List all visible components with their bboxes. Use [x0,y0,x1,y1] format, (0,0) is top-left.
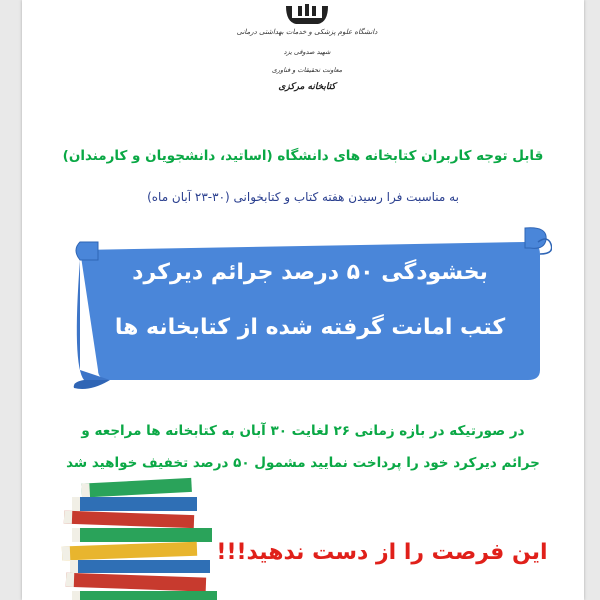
university-name: دانشگاه علوم پزشکی و خدمات بهداشتی درمانی [236,28,378,36]
university-logo-block [227,4,387,104]
university-city: شهید صدوقی یزد [283,48,331,56]
details-line-1: در صورتیکه در بازه زمانی ۲۶ لغایت ۳۰ آبان به کتابخانه ها مراجعه و [81,423,525,439]
banner-line-2: کتب امانت گرفته شده از کتابخانه ها [114,315,506,340]
details-line-2: جرائم دیرکرد خود را پرداخت نمایید مشمول ۵۰ درصد تخفیف خواهید شد [66,455,540,471]
notice-headline: قابل توجه کاربران کتابخانه های دانشگاه (اساتید، دانشجویان و کارمندان) [62,148,544,164]
banner-line-1: بخشودگی ۵۰ درصد جرائم دیرکرد [132,260,488,285]
call-to-action: این فرصت را از دست ندهید!!! [216,540,548,565]
stack-of-books-icon [42,475,222,600]
announcement-scroll-banner [70,220,552,390]
poster-page [22,0,584,600]
scroll-banner-shape [70,220,552,390]
department-name: معاونت تحقیقات و فناوری [271,66,343,74]
occasion-subline: به مناسبت فرا رسیدن هفته کتاب و کتابخوانی (۳۰-۲۳ آبان ماه) [147,190,459,204]
university-emblem-icon [282,4,332,30]
library-name: کتابخانه مرکزی [278,82,336,92]
